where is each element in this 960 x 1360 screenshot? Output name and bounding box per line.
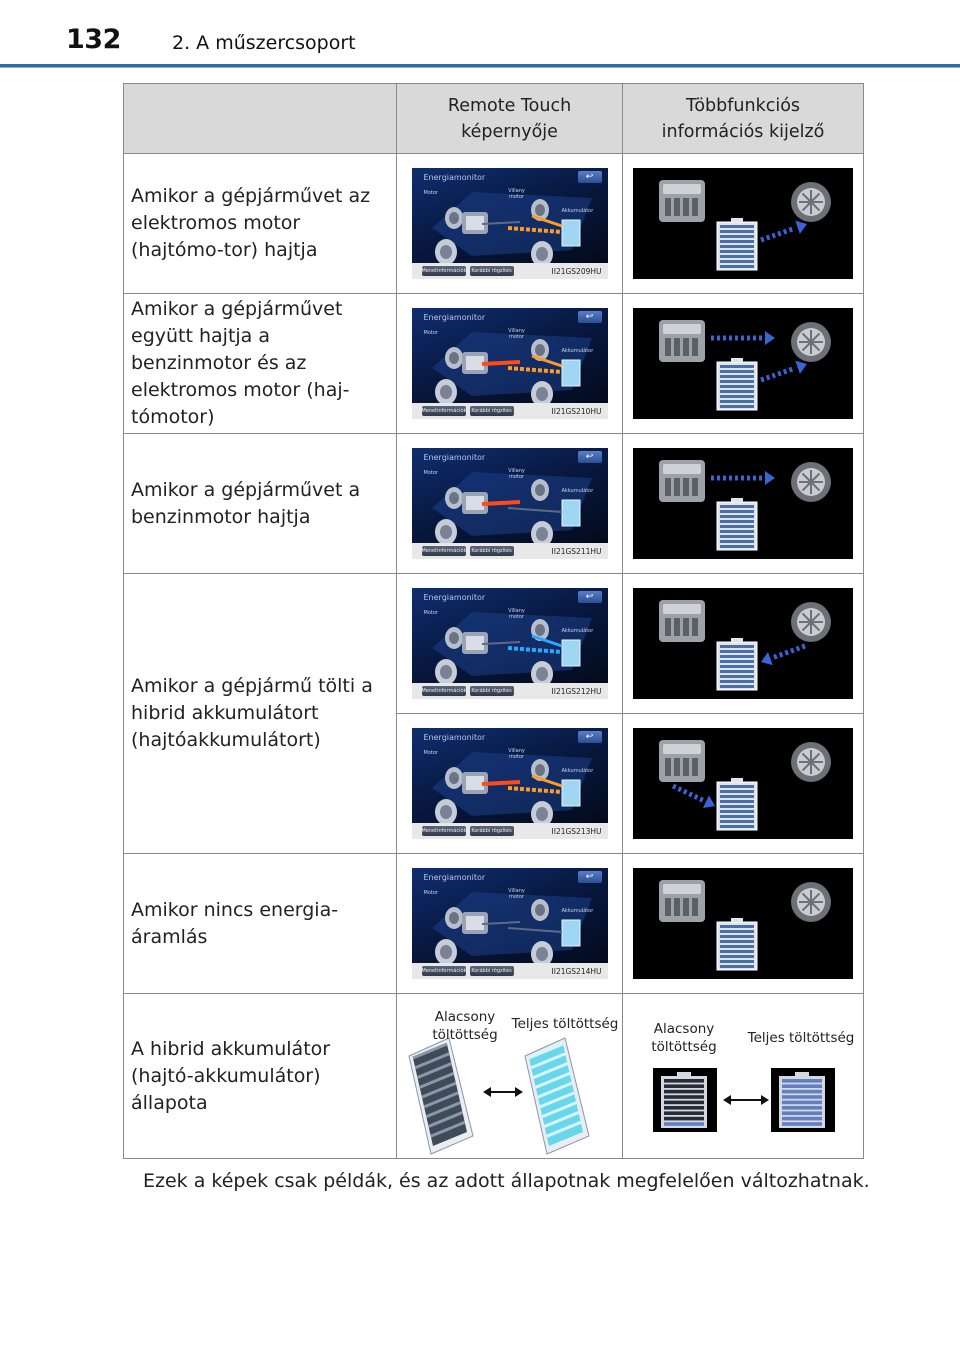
energy-flow-diagram <box>633 728 853 839</box>
header-rule-thin <box>0 67 960 68</box>
battery-low-label: Alacsony töltöttség <box>432 1009 498 1043</box>
motor-label: Motor <box>423 470 438 476</box>
page-header <box>0 0 960 70</box>
electric-motor-label: Villany motor <box>508 608 525 620</box>
multi-info-display <box>633 868 853 979</box>
electric-motor-label: Villany motor <box>508 188 525 200</box>
past-record-button[interactable]: Korábbi rögzítés <box>471 408 512 414</box>
past-record-button[interactable]: Korábbi rögzítés <box>471 688 512 694</box>
row-description: Amikor nincs energia-áramlás <box>124 854 397 994</box>
screen-title: Energiamonitor <box>423 173 486 182</box>
row-description: Amikor a gépjármű tölti a hibrid akkumulátort (hajtóakkumulátort) <box>124 574 397 854</box>
motor-label: Motor <box>423 890 438 896</box>
trip-info-button[interactable]: Menetinformációk <box>421 688 467 694</box>
back-button[interactable]: ↩ <box>578 451 602 463</box>
energy-flow-diagram <box>633 168 853 279</box>
remote-battery-states <box>397 994 622 1158</box>
image-code: II21GS214HU <box>551 967 602 976</box>
table-row <box>124 294 864 434</box>
footnote: Ezek a képek csak példák, és az adott állapotnak megfelelően változhatnak. <box>143 1170 870 1192</box>
battery-gauge-illustration <box>623 994 864 1158</box>
image-code: II21GS211HU <box>551 547 602 556</box>
row-description: A hibrid akkumulátor (hajtó-akkumulátor) állapota <box>124 994 397 1159</box>
screen-title: Energiamonitor <box>423 453 486 462</box>
battery-label: Akkumulátor <box>561 908 594 914</box>
energy-flow-diagram <box>633 308 853 419</box>
row-description: Amikor a gépjárművet a benzinmotor hajtja <box>124 434 397 574</box>
energy-monitor-screen <box>412 308 608 419</box>
multi-info-display <box>633 308 853 419</box>
trip-info-button[interactable]: Menetinformációk <box>421 548 467 554</box>
page-number: 132 <box>66 24 121 55</box>
trip-info-button[interactable]: Menetinformációk <box>421 408 467 414</box>
image-code: II21GS212HU <box>551 687 602 696</box>
energy-monitor-screen <box>412 868 608 979</box>
motor-label: Motor <box>423 750 438 756</box>
past-record-button[interactable]: Korábbi rögzítés <box>471 268 512 274</box>
motor-label: Motor <box>423 190 438 196</box>
image-code: II21GS213HU <box>551 827 602 836</box>
table-row <box>124 154 864 294</box>
past-record-button[interactable]: Korábbi rögzítés <box>471 548 512 554</box>
battery-full-label: Teljes töltöttség <box>747 1030 855 1046</box>
battery-label: Akkumulátor <box>561 768 594 774</box>
battery-label: Akkumulátor <box>561 628 594 634</box>
row-description: Amikor a gépjárművet az elektromos motor (hajtómo-tor) hajtja <box>124 154 397 294</box>
battery-low-label: Alacsony töltöttség <box>651 1021 717 1055</box>
energy-monitor-screen <box>412 588 608 699</box>
section-title: 2. A műszercsoport <box>172 32 356 54</box>
multi-info-display <box>633 588 853 699</box>
multi-battery-states <box>623 994 863 1158</box>
motor-label: Motor <box>423 330 438 336</box>
table-row <box>124 994 864 1159</box>
table-header-row <box>124 84 864 154</box>
back-button[interactable]: ↩ <box>578 591 602 603</box>
back-button[interactable]: ↩ <box>578 871 602 883</box>
energy-monitor-screen <box>412 728 608 839</box>
table-row <box>124 574 864 714</box>
battery-label: Akkumulátor <box>561 208 594 214</box>
trip-info-button[interactable]: Menetinformációk <box>421 828 467 834</box>
screen-title: Energiamonitor <box>423 733 486 742</box>
col-header-multi-info: Többfunkciós információs kijelző <box>623 84 864 154</box>
energy-flow-diagram <box>633 868 853 979</box>
electric-motor-label: Villany motor <box>508 328 525 340</box>
energy-monitor-screen <box>412 448 608 559</box>
electric-motor-label: Villany motor <box>508 888 525 900</box>
table-row <box>124 434 864 574</box>
battery-full-label: Teljes töltöttség <box>511 1016 619 1032</box>
energy-flow-diagram <box>633 448 853 559</box>
multi-info-display <box>633 168 853 279</box>
energy-monitor-screen <box>412 168 608 279</box>
trip-info-button[interactable]: Menetinformációk <box>421 268 467 274</box>
energy-monitor-table <box>123 83 864 1159</box>
image-code: II21GS209HU <box>551 267 602 276</box>
back-button[interactable]: ↩ <box>578 731 602 743</box>
past-record-button[interactable]: Korábbi rögzítés <box>471 968 512 974</box>
row-description: Amikor a gépjárművet együtt hajtja a benzinmotor és az elektromos motor (haj-tómotor) <box>124 294 397 434</box>
trip-info-button[interactable]: Menetinformációk <box>421 968 467 974</box>
electric-motor-label: Villany motor <box>508 748 525 760</box>
past-record-button[interactable]: Korábbi rögzítés <box>471 828 512 834</box>
screen-title: Energiamonitor <box>423 873 486 882</box>
back-button[interactable]: ↩ <box>578 171 602 183</box>
motor-label: Motor <box>423 610 438 616</box>
battery-label: Akkumulátor <box>561 348 594 354</box>
multi-info-display <box>633 728 853 839</box>
header-empty-cell <box>124 84 397 154</box>
multi-info-display <box>633 448 853 559</box>
screen-title: Energiamonitor <box>423 593 486 602</box>
battery-label: Akkumulátor <box>561 488 594 494</box>
col-header-remote-touch: Remote Touch képernyője <box>397 84 623 154</box>
table-row <box>124 854 864 994</box>
electric-motor-label: Villany motor <box>508 468 525 480</box>
screen-title: Energiamonitor <box>423 313 486 322</box>
energy-flow-diagram <box>633 588 853 699</box>
image-code: II21GS210HU <box>551 407 602 416</box>
back-button[interactable]: ↩ <box>578 311 602 323</box>
